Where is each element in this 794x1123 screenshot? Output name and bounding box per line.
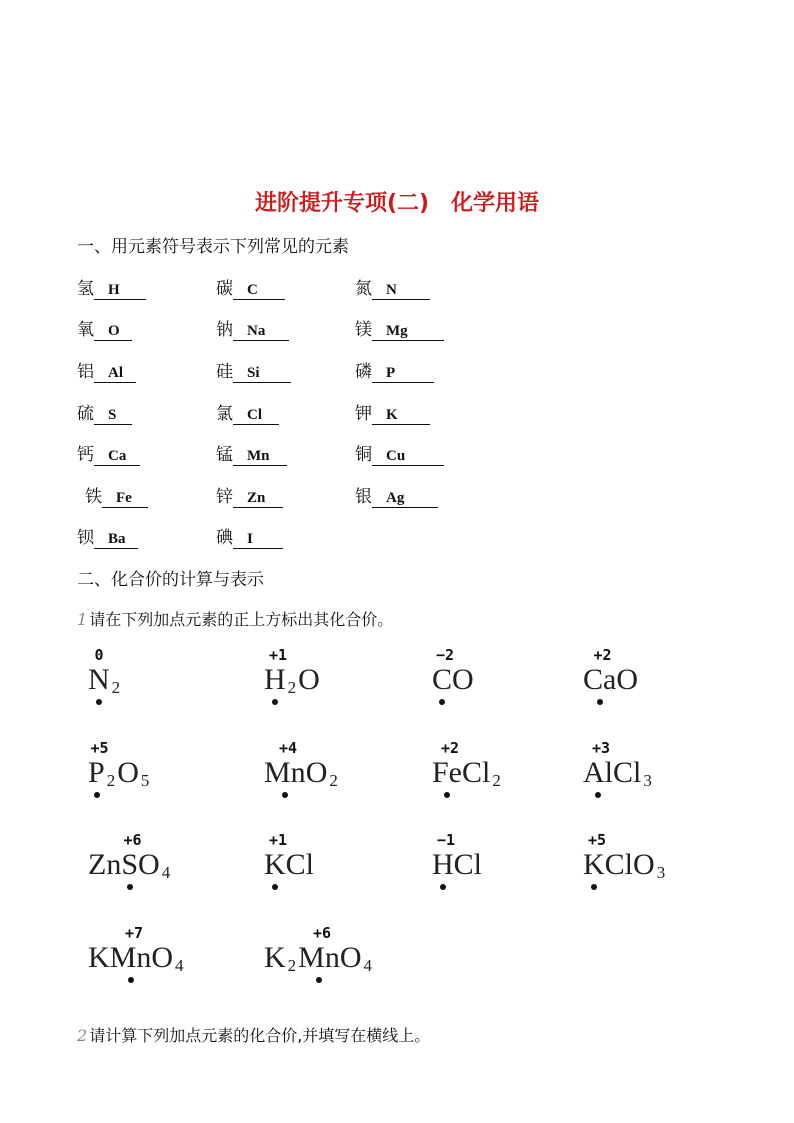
formula-subscript: 2	[492, 771, 501, 790]
element-item	[216, 274, 285, 300]
chemical-formula	[264, 943, 374, 973]
emphasis-dot	[316, 977, 322, 983]
element-item	[355, 440, 444, 466]
element-item	[77, 315, 132, 341]
question-number: 1	[77, 610, 88, 629]
element-item	[216, 315, 289, 341]
formula-subscript: 2	[287, 678, 297, 697]
formula-subscript: 2	[287, 956, 297, 975]
formula-subscript: 2	[106, 771, 116, 790]
question-text: 请在下列加点元素的正上方标出其化合价。	[89, 610, 394, 629]
chemical-formula	[88, 943, 186, 973]
formula-element: Al	[583, 756, 613, 789]
formula-element: K	[264, 941, 286, 974]
formula-element: Mn	[109, 941, 152, 974]
element-symbol-answer: O	[94, 322, 132, 341]
element-symbol-answer: I	[233, 530, 283, 549]
formula-element: K	[264, 848, 286, 881]
element-name: 锰	[216, 445, 233, 465]
chemical-formula	[264, 850, 314, 880]
formula-subscript: 3	[656, 863, 666, 882]
emphasis-dot	[128, 977, 134, 983]
section-heading-valence: 二、化合价的计算与表示	[77, 570, 264, 590]
formula-element: P	[88, 756, 105, 789]
formula-element: Mn	[264, 756, 306, 789]
element-symbol-answer: Na	[233, 322, 289, 341]
element-item	[216, 357, 291, 383]
formula-element: H	[264, 663, 286, 696]
formula-subscript: 2	[329, 771, 338, 790]
chemical-formula	[264, 665, 320, 695]
formula-element: Ca	[583, 663, 617, 696]
element-symbol-answer: Cu	[372, 447, 444, 466]
formula-element: Cl	[462, 756, 491, 789]
valence-mark: +3	[592, 739, 611, 757]
formula-element: O	[298, 663, 320, 696]
element-name: 氯	[216, 404, 233, 424]
formula-element: Zn	[88, 848, 122, 881]
emphasis-dot	[440, 884, 446, 890]
element-symbol-answer: Ba	[94, 530, 138, 549]
formula-element: K	[583, 848, 605, 881]
element-item	[216, 482, 283, 508]
element-symbol-answer: Ca	[94, 447, 140, 466]
element-name: 钡	[77, 528, 94, 548]
section-heading-element-symbols: 一、用元素符号表示下列常见的元素	[77, 237, 349, 257]
element-name: 钙	[77, 445, 94, 465]
element-item	[355, 399, 430, 425]
element-symbol-answer: S	[94, 406, 132, 425]
element-symbol-answer: H	[94, 281, 146, 300]
formula-element: Cl	[604, 848, 634, 881]
emphasis-dot	[94, 792, 100, 798]
valence-mark: +5	[588, 831, 607, 849]
emphasis-dot	[439, 699, 445, 705]
element-item	[355, 274, 430, 300]
element-item	[216, 523, 283, 549]
element-item	[77, 399, 132, 425]
element-name: 碘	[216, 528, 233, 548]
element-item	[216, 399, 279, 425]
emphasis-dot	[595, 792, 601, 798]
valence-mark: +1	[269, 831, 288, 849]
element-item	[77, 357, 136, 383]
element-item	[216, 440, 287, 466]
chemical-formula	[88, 758, 151, 788]
question-1	[77, 607, 393, 630]
element-symbol-answer: P	[372, 364, 434, 383]
valence-mark: 0	[94, 646, 104, 664]
element-symbol-answer: Fe	[102, 489, 148, 508]
formula-element: H	[432, 848, 454, 881]
emphasis-dot	[444, 792, 450, 798]
valence-mark: +6	[313, 924, 332, 942]
valence-mark: −1	[437, 831, 456, 849]
formula-element: O	[339, 941, 362, 974]
formula-subscript: 5	[140, 771, 150, 790]
formula-element: Cl	[285, 848, 315, 881]
element-symbol-answer: Zn	[233, 489, 283, 508]
emphasis-dot	[591, 884, 597, 890]
formula-element: C	[432, 663, 453, 696]
question-number: 2	[77, 1026, 88, 1045]
chemical-formula	[432, 665, 474, 695]
valence-mark: +7	[125, 924, 144, 942]
question-2	[77, 1023, 430, 1046]
element-symbol-answer: Mn	[233, 447, 287, 466]
page-title: 进阶提升专项(二) 化学用语	[254, 191, 540, 216]
element-name: 硅	[216, 362, 233, 382]
chemical-formula	[583, 665, 638, 695]
emphasis-dot	[272, 699, 278, 705]
valence-mark: +2	[593, 646, 612, 664]
chemical-formula	[583, 758, 654, 788]
element-name: 碳	[216, 279, 233, 299]
formula-subscript: 2	[111, 678, 121, 697]
element-name: 氧	[77, 320, 94, 340]
element-item	[355, 315, 444, 341]
element-name: 铜	[355, 445, 372, 465]
valence-mark: +4	[279, 739, 298, 757]
formula-element: S	[121, 848, 139, 881]
element-name: 硫	[77, 404, 94, 424]
element-name: 氮	[355, 279, 372, 299]
element-name: 铁	[85, 487, 102, 507]
formula-element: O	[117, 756, 139, 789]
element-symbol-answer: K	[372, 406, 430, 425]
element-name: 铝	[77, 362, 94, 382]
formula-subscript: 3	[643, 771, 652, 790]
element-item	[355, 357, 434, 383]
emphasis-dot	[96, 699, 102, 705]
element-symbol-answer: Mg	[372, 322, 444, 341]
element-symbol-answer: C	[233, 281, 285, 300]
emphasis-dot	[282, 792, 288, 798]
element-item	[85, 482, 148, 508]
element-name: 钾	[355, 404, 372, 424]
element-name: 钠	[216, 320, 233, 340]
emphasis-dot	[597, 699, 603, 705]
element-item	[77, 523, 138, 549]
formula-element: O	[305, 756, 328, 789]
element-name: 银	[355, 487, 372, 507]
formula-element: Fe	[432, 756, 462, 789]
element-symbol-answer: N	[372, 281, 430, 300]
valence-mark: +6	[123, 831, 142, 849]
element-item	[355, 482, 438, 508]
question-text: 请计算下列加点元素的化合价,并填写在横线上。	[89, 1026, 431, 1045]
formula-element: O	[633, 848, 655, 881]
chemical-formula	[264, 758, 340, 788]
formula-element: Mn	[298, 941, 340, 974]
formula-element: O	[151, 941, 174, 974]
chemical-formula	[88, 665, 122, 695]
chemical-formula	[432, 850, 482, 880]
valence-mark: +5	[90, 739, 109, 757]
chemical-formula	[432, 758, 503, 788]
formula-element: N	[88, 663, 110, 696]
valence-mark: +1	[269, 646, 288, 664]
formula-element: Cl	[453, 848, 483, 881]
element-symbol-answer: Al	[94, 364, 136, 383]
valence-mark: −2	[436, 646, 455, 664]
element-symbol-answer: Ag	[372, 489, 438, 508]
chemical-formula	[583, 850, 667, 880]
valence-mark: +2	[441, 739, 460, 757]
chemical-formula	[88, 850, 172, 880]
element-name: 锌	[216, 487, 233, 507]
formula-element: O	[452, 663, 474, 696]
emphasis-dot	[272, 884, 278, 890]
formula-element: Cl	[613, 756, 642, 789]
element-name: 磷	[355, 362, 372, 382]
formula-subscript: 4	[161, 863, 171, 882]
element-item	[77, 440, 140, 466]
element-symbol-answer: Cl	[233, 406, 279, 425]
element-symbol-answer: Si	[233, 364, 291, 383]
element-name: 镁	[355, 320, 372, 340]
formula-element: O	[616, 663, 638, 696]
formula-subscript: 4	[363, 956, 373, 975]
formula-element: O	[138, 848, 160, 881]
element-item	[77, 274, 146, 300]
formula-subscript: 4	[175, 956, 184, 975]
emphasis-dot	[127, 884, 133, 890]
formula-element: K	[88, 941, 110, 974]
element-name: 氢	[77, 279, 94, 299]
